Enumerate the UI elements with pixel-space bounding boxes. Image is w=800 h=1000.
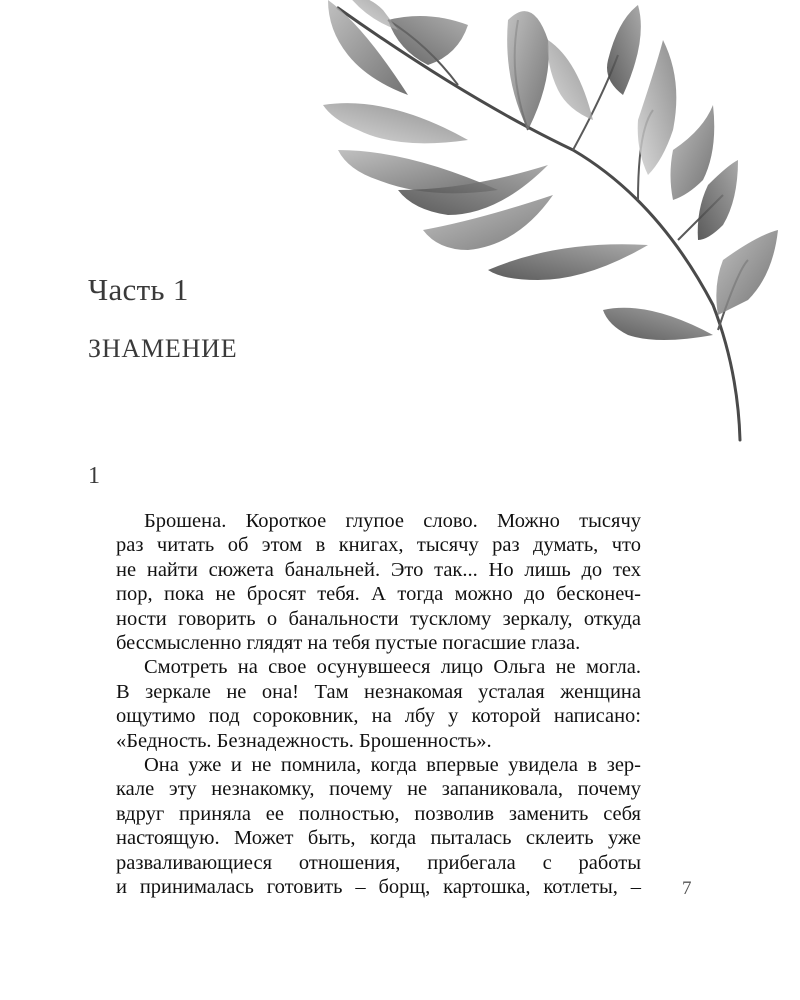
text-line: не найти сюжета банальней. Это так... Но лишь до тех: [116, 558, 641, 581]
part-subtitle: ЗНАМЕНИЕ: [88, 334, 238, 363]
paragraph: [88, 753, 641, 899]
text-line: Она уже и не помнила, когда впервые увидела в зер-: [144, 754, 641, 777]
text-line: «Бедность. Безнадежность. Брошенность».: [116, 729, 492, 752]
leaf-branch-illustration-icon: [318, 0, 788, 445]
text-line: ощутимо под сороковник, на лбу у которой написано:: [116, 705, 641, 728]
text-line: Брошена. Короткое глупое слово. Можно тысячу: [144, 510, 641, 532]
page-number: 7: [682, 878, 692, 899]
text-line: Смотреть на свое осунувшееся лицо Ольга не могла.: [144, 656, 641, 679]
paragraph: [88, 655, 641, 753]
text-line: настоящую. Может быть, когда пыталась склеить уже: [116, 827, 641, 850]
text-line: и принималась готовить – борщ, картошка, котлеты, –: [116, 876, 641, 899]
text-line: пор, пока не бросят тебя. А тогда можно до бесконеч-: [116, 583, 641, 606]
text-line: вдруг приняла ее полностью, позволив заменить себя: [116, 802, 641, 825]
part-title: Часть 1: [88, 272, 189, 307]
chapter-number: 1: [88, 463, 100, 489]
text-line: кале эту незнакомку, почему не запаниковала, почему: [116, 778, 641, 801]
text-line: ности говорить о банальности тусклому зеркалу, откуда: [116, 607, 641, 630]
text-line: В зеркале не она! Там незнакомая усталая женщина: [116, 680, 641, 703]
paragraph: [88, 509, 641, 655]
chapter-body-text: [88, 509, 641, 900]
text-line: бессмысленно глядят на тебя пустые погасшие глаза.: [116, 632, 581, 655]
text-line: раз читать об этом в книгах, тысячу раз думать, что: [116, 534, 641, 557]
text-line: разваливающиеся отношения, прибегала с работы: [116, 851, 641, 874]
